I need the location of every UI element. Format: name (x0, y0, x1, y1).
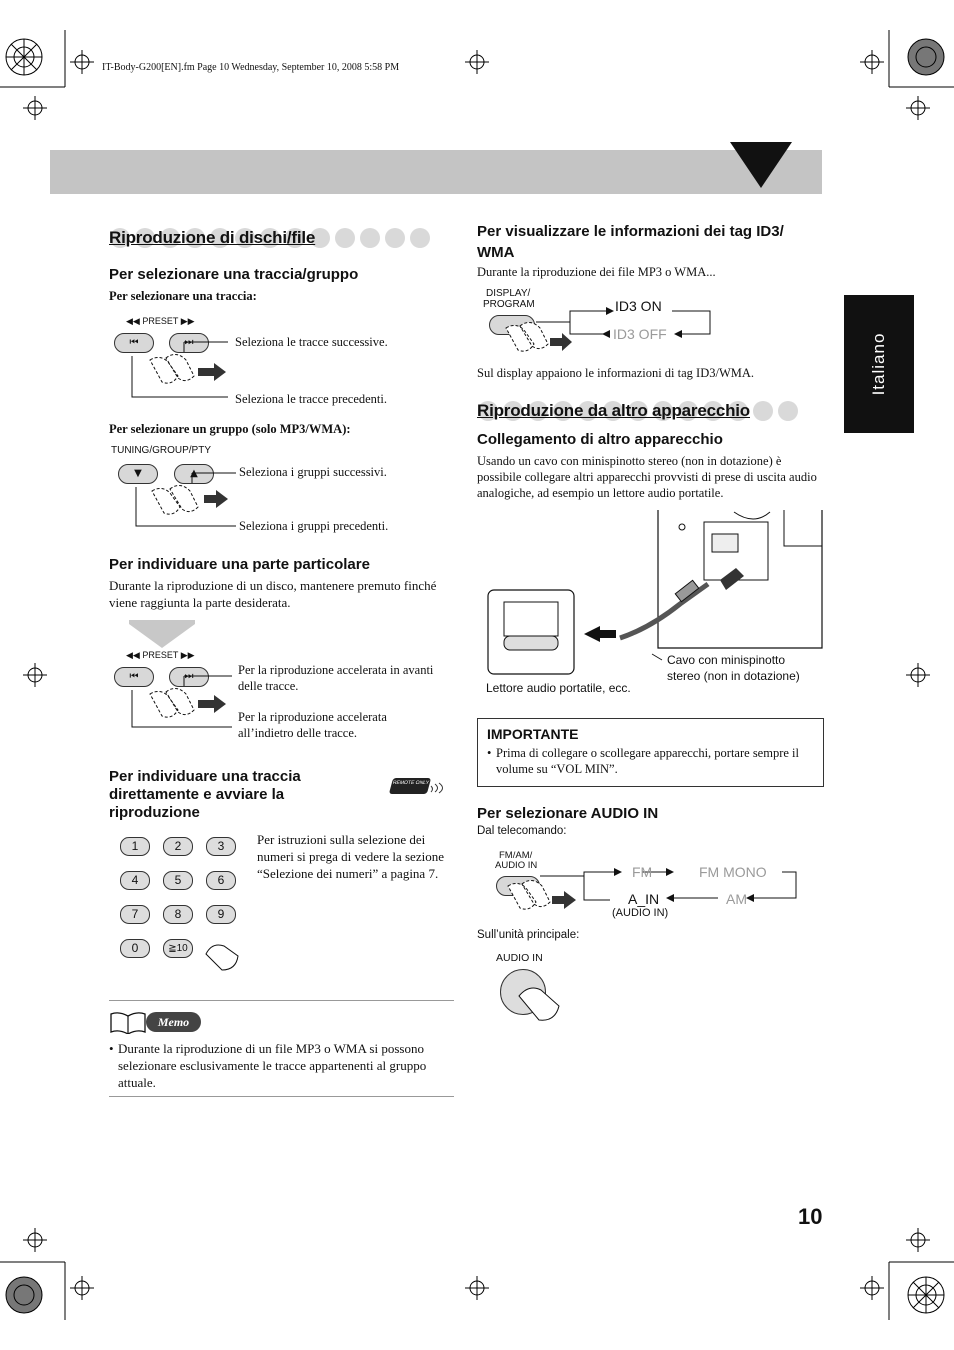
remote-only-text: REMOTE ONLY (391, 780, 430, 786)
key-7[interactable]: 7 (120, 905, 150, 924)
memo-text: Durante la riproduzione di un file MP3 o WMA si possono selezionare esclusivamente le tracce appartenenti al gruppo attuale. (118, 1041, 427, 1090)
next-groups-text: Seleziona i gruppi successivi. (239, 465, 387, 479)
forward-text: Per la riproduzione accelerata in avanti delle tracce. (238, 663, 434, 693)
from-remote-label: Dal telecomando: (477, 825, 567, 837)
prev-groups-text: Seleziona i gruppi precedenti. (239, 519, 389, 533)
id3-off-label: ID3 OFF (613, 326, 667, 342)
mode-a-in: A_IN (628, 891, 660, 907)
hand-press-icon (110, 664, 235, 734)
mode-a-in-note: (AUDIO IN) (612, 907, 669, 919)
key-1[interactable]: 1 (120, 837, 150, 856)
memo-divider-bottom (109, 1096, 454, 1097)
group-up-button[interactable]: ▲ (174, 464, 214, 484)
section-title-playback: Riproduzione di dischi/file (109, 228, 316, 247)
cable-label-line2: stereo (non in dotazione) (667, 669, 800, 683)
subsection-title-find-part: Per individuare una parte particolare (109, 556, 370, 573)
subsection-title-select-track: Per selezionare una traccia/gruppo (109, 266, 359, 283)
header-band (50, 142, 825, 196)
label-select-track: Per selezionare una traccia: (109, 289, 257, 303)
key-2[interactable]: 2 (163, 837, 193, 856)
id3-text: Durante la riproduzione dei file MP3 o WMA... (477, 265, 716, 279)
finger-icon (515, 984, 565, 1026)
hand-press-icon (114, 461, 239, 536)
prev-tracks-text: Seleziona le tracce precedenti. (235, 392, 387, 406)
prev-track-button[interactable]: ⏮ (114, 333, 154, 353)
next-track-button[interactable]: ⏭ (169, 333, 209, 353)
preset-label: ◀◀ PRESET ▶▶ (126, 650, 195, 660)
key-9[interactable]: 9 (206, 905, 236, 924)
memo-label: Memo (157, 1015, 190, 1029)
section-title-external: Riproduzione da altro apparecchio (477, 401, 750, 420)
tuning-label: TUNING/GROUP/PTY (111, 445, 212, 456)
player-label: Lettore audio portatile, ecc. (486, 681, 631, 695)
rewind-button[interactable]: ⏮ (114, 667, 154, 687)
language-tab-label: Italiano (869, 332, 888, 396)
mode-fm: FM (632, 864, 653, 880)
cable-label-line1: Cavo con minispinotto (667, 653, 786, 667)
key-5[interactable]: 5 (163, 871, 193, 890)
file-info-line: IT-Body-G200[EN].fm Page 10 Wednesday, September 10, 2008 5:58 PM (102, 62, 400, 73)
remote-only-badge (389, 778, 431, 794)
next-tracks-text: Seleziona le tracce successive. (235, 335, 388, 349)
important-bullet: • (487, 746, 492, 760)
key-4[interactable]: 4 (120, 871, 150, 890)
subsection-title-audio-in: Per selezionare AUDIO IN (477, 805, 659, 822)
connect-text: Usando un cavo con minispinotto stereo (non in dotazione) è possibile collegare altri apparecchi provvisti di prese di uscita audio analogiche, ad esempio un lettore audio portatile. (477, 454, 817, 500)
book-icon (109, 1010, 147, 1034)
subsection-title-connect: Collegamento di altro apparecchio (477, 431, 723, 448)
mode-am: AM (726, 891, 747, 907)
finger-icon (202, 940, 242, 976)
key-8[interactable]: 8 (163, 905, 193, 924)
from-unit-label: Sull’unità principale: (477, 929, 580, 941)
hand-press-icon (110, 330, 235, 410)
down-arrow-icon (125, 620, 200, 650)
hand-press-icon (490, 306, 715, 362)
key-0[interactable]: 0 (120, 939, 150, 958)
important-text: Prima di collegare o scollegare apparecchi, portare sempre il volume su “VOL MIN”. (496, 746, 799, 776)
find-part-text: Durante la riproduzione di un disco, mantenere premuto finché viene raggiunta la parte desiderata. (109, 578, 437, 610)
fast-forward-button[interactable]: ⏭ (169, 667, 209, 687)
memo-bullet: • (109, 1041, 114, 1056)
display-label-line2: PROGRAM (483, 299, 535, 310)
key-6[interactable]: 6 (206, 871, 236, 890)
backward-text: Per la riproduzione accelerata all’indietro delle tracce. (238, 710, 387, 740)
fm-label-line2: AUDIO IN (495, 860, 538, 871)
key-10plus[interactable]: ≧10 (163, 939, 193, 958)
important-title: IMPORTANTE (487, 726, 579, 742)
mode-fm-mono: FM MONO (699, 864, 767, 880)
remote-signal-icon (428, 780, 446, 796)
group-down-button[interactable]: ▼ (118, 464, 158, 484)
memo-divider-top (109, 1000, 454, 1001)
id3-on-label: ID3 ON (615, 298, 662, 314)
subsection-title-id3: Per visualizzare le informazioni dei tag ID3/ WMA (477, 223, 784, 261)
display-label-line1: DISPLAY/ (486, 288, 531, 299)
keypad-text: Per istruzioni sulla selezione dei numeri si prega di vedere la sezione “Selezione dei numeri” a pagina 7. (257, 832, 444, 881)
fm-label-line1: FM/AM/ (499, 850, 533, 861)
id3-result-text: Sul display appaiono le informazioni di tag ID3/WMA. (477, 366, 755, 380)
preset-label: ◀◀ PRESET ▶▶ (126, 316, 195, 326)
subsection-title-direct-track: Per individuare una traccia direttamente e avviare la riproduzione (109, 768, 301, 821)
page-number: 10 (798, 1204, 823, 1229)
key-3[interactable]: 3 (206, 837, 236, 856)
audio-in-label: AUDIO IN (496, 952, 543, 964)
label-select-group: Per selezionare un gruppo (solo MP3/WMA): (109, 422, 351, 436)
